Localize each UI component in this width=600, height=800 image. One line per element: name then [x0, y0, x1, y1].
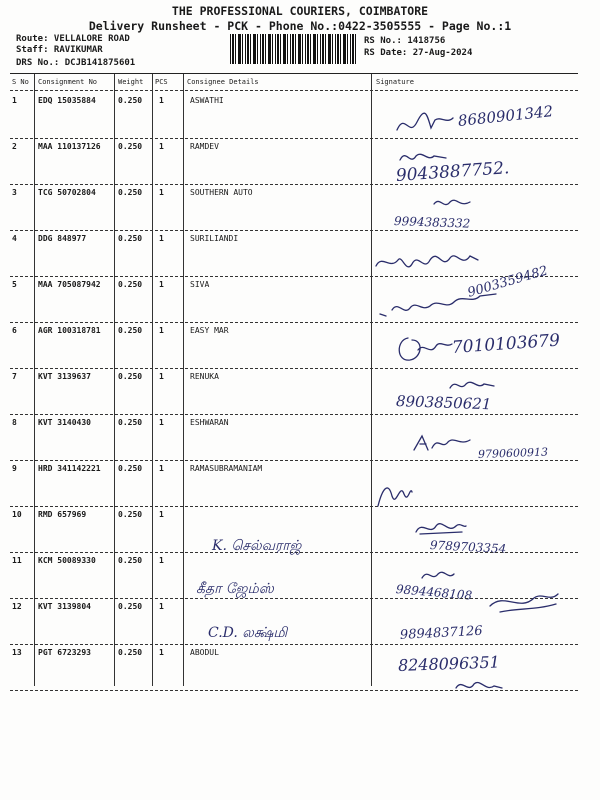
consignment-number: MAA 110137126 [38, 142, 101, 151]
signature-phone-number: 9894837126 [399, 623, 483, 643]
consignment-number: TCG 50702804 [38, 188, 96, 197]
barcode [230, 34, 358, 64]
consignment-number: MAA 705087942 [38, 280, 101, 289]
handwritten-name: C.D. லக்ஷ்மி [208, 625, 288, 641]
row-serial-number: 12 [12, 602, 22, 611]
weight-value: 0.250 [118, 234, 143, 243]
consignment-number: KCM 50089330 [38, 556, 96, 565]
consignee-name: ASWATHI [190, 96, 224, 105]
runsheet-subtitle: Delivery Runsheet - PCK - Phone No.:0422-3505555 - Page No.:1 [88, 19, 512, 33]
table-header-divider [10, 90, 578, 91]
weight-value: 0.250 [118, 602, 143, 611]
weight-value: 0.250 [118, 188, 143, 197]
column-header-sno: S No [12, 78, 29, 86]
pcs-count: 1 [159, 372, 164, 381]
pcs-count: 1 [159, 648, 164, 657]
pcs-count: 1 [159, 142, 164, 151]
signature-scribble [376, 286, 501, 322]
row-separator [10, 506, 578, 507]
signature-scribble [420, 568, 456, 584]
consignee-name: RAMDEV [190, 142, 219, 151]
row-serial-number: 4 [12, 234, 17, 243]
consignee-name: SIVA [190, 280, 210, 289]
row-serial-number: 9 [12, 464, 17, 473]
signature-phone-number: 7010103679 [451, 330, 561, 358]
row-separator [10, 460, 578, 461]
signature-scribble [395, 110, 455, 140]
consignment-number: PGT 6723293 [38, 648, 91, 657]
weight-value: 0.250 [118, 648, 143, 657]
column-header-signature: Signature [376, 78, 414, 86]
consignment-number: DDG 848977 [38, 234, 87, 243]
column-header-consignee: Consignee Details [187, 78, 259, 86]
row-serial-number: 10 [12, 510, 22, 519]
signature-phone-number: 9894468108 [395, 582, 473, 603]
column-divider [34, 74, 35, 686]
signature-phone-number: 9789703354 [429, 538, 507, 556]
column-divider [152, 74, 153, 686]
pcs-count: 1 [159, 188, 164, 197]
signature-scribble [398, 148, 448, 168]
pcs-count: 1 [159, 602, 164, 611]
weight-value: 0.250 [118, 556, 143, 565]
signature-scribble [374, 476, 414, 510]
signature-scribble [400, 588, 560, 618]
consignee-name: SURILIANDI [190, 234, 239, 243]
row-separator [10, 230, 578, 231]
page-title: THE PROFESSIONAL COURIERS, COIMBATORE [171, 4, 429, 18]
pcs-count: 1 [159, 326, 164, 335]
signature-phone-number: 8680901342 [457, 102, 554, 130]
pcs-count: 1 [159, 556, 164, 565]
row-serial-number: 13 [12, 648, 22, 657]
row-serial-number: 5 [12, 280, 17, 289]
row-separator [10, 368, 578, 369]
weight-value: 0.250 [118, 372, 143, 381]
consignment-number: EDQ 15035884 [38, 96, 96, 105]
signature-scribble [372, 246, 482, 280]
consignee-name: RAMASUBRAMANIAM [190, 464, 263, 473]
signature-phone-number: 9790600913 [477, 445, 549, 461]
signature-phone-number: 9043887752. [395, 158, 510, 186]
consignee-name: ABODUL [190, 648, 219, 657]
row-serial-number: 6 [12, 326, 17, 335]
drs-number: DRS No.: DCJB141875601 [16, 58, 136, 68]
signature-scribble [414, 516, 468, 538]
weight-value: 0.250 [118, 96, 143, 105]
row-separator [10, 276, 578, 277]
row-serial-number: 3 [12, 188, 17, 197]
weight-value: 0.250 [118, 510, 143, 519]
handwritten-name: கீதா ஜேம்ஸ் [196, 581, 274, 597]
pcs-count: 1 [159, 280, 164, 289]
signature-scribble [454, 678, 504, 696]
column-header-weight: Weight [118, 78, 144, 86]
consignee-name: SOUTHERN AUTO [190, 188, 253, 197]
signature-scribble [432, 194, 472, 214]
column-header-consignment: Consignment No [38, 78, 98, 86]
route-label: Route: VELLALORE ROAD [16, 34, 130, 44]
consignment-number: KVT 3139804 [38, 602, 91, 611]
signature-phone-number: 9994383332 [393, 214, 471, 231]
column-divider [183, 74, 184, 686]
weight-value: 0.250 [118, 142, 143, 151]
consignment-number: KVT 3139637 [38, 372, 91, 381]
row-serial-number: 11 [12, 556, 22, 565]
row-serial-number: 1 [12, 96, 17, 105]
signature-scribble [448, 376, 496, 394]
signature-phone-number: 8248096351 [397, 652, 501, 675]
pcs-count: 1 [159, 234, 164, 243]
pcs-count: 1 [159, 96, 164, 105]
signature-phone-number: 9003359482 [465, 263, 550, 301]
column-divider [114, 74, 115, 686]
signature-scribble [412, 432, 472, 456]
consignment-number: KVT 3140430 [38, 418, 91, 427]
row-separator [10, 322, 578, 323]
staff-label: Staff: RAVIKUMAR [16, 45, 103, 55]
row-separator [10, 138, 578, 139]
table-top-border [10, 73, 578, 74]
handwritten-name: K. செல்வராஜ் [212, 538, 302, 554]
signature-phone-number: 8903850621 [395, 392, 492, 414]
consignee-name: RENUKA [190, 372, 219, 381]
row-separator [10, 414, 578, 415]
consignee-name: EASY MAR [190, 326, 229, 335]
rs-date: RS Date: 27-Aug-2024 [364, 48, 473, 58]
rs-number: RS No.: 1418756 [364, 36, 446, 46]
weight-value: 0.250 [118, 464, 143, 473]
weight-value: 0.250 [118, 418, 143, 427]
consignment-number: RMD 657969 [38, 510, 87, 519]
row-serial-number: 8 [12, 418, 17, 427]
weight-value: 0.250 [118, 326, 143, 335]
pcs-count: 1 [159, 418, 164, 427]
row-serial-number: 7 [12, 372, 17, 381]
pcs-count: 1 [159, 464, 164, 473]
consignment-number: AGR 100318781 [38, 326, 101, 335]
row-separator [10, 644, 578, 645]
column-header-pcs: PCS [155, 78, 168, 86]
consignment-number: HRD 341142221 [38, 464, 101, 473]
signature-scribble [394, 332, 454, 368]
row-separator [10, 184, 578, 185]
row-serial-number: 2 [12, 142, 17, 151]
consignee-name: ESHWARAN [190, 418, 229, 427]
weight-value: 0.250 [118, 280, 143, 289]
column-divider [371, 74, 372, 686]
pcs-count: 1 [159, 510, 164, 519]
